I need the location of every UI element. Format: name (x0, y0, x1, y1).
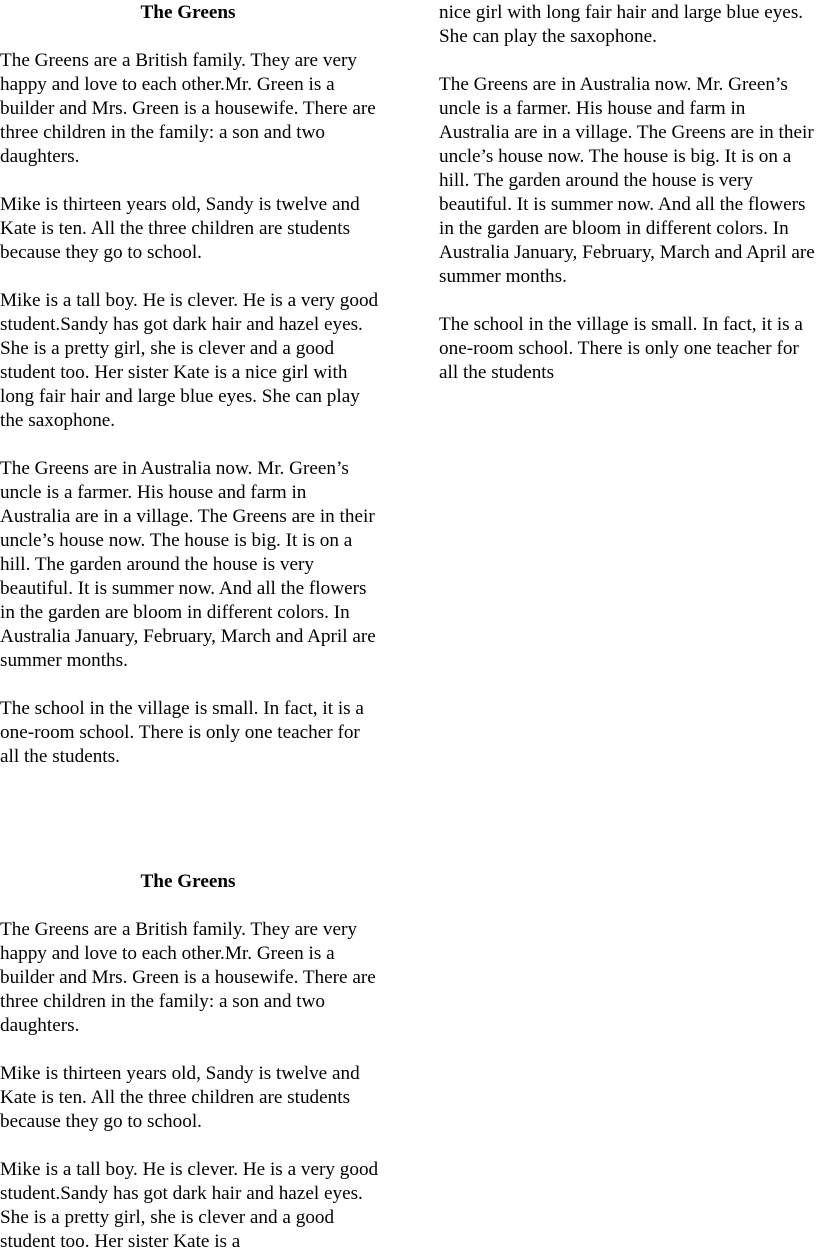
spacer (0, 1038, 380, 1062)
paragraph-family-intro: The Greens are a British family. They are very happy and love to each other.Mr. Green is a builder and Mrs. Green is a housewife. There are three children in the family: a son and two daughters. (0, 50, 376, 167)
left-column (0, 1, 380, 769)
left-column-second-copy (0, 870, 380, 1254)
paragraph-family-intro-second: The Greens are a British family. They are very happy and love to each other.Mr. Green is a builder and Mrs. Green is a housewife. There are three children in the family: a son and two daughters. (0, 919, 376, 1036)
document-title-second: The Greens (140, 871, 236, 892)
paragraph-children-descriptions-second-end: nice girl with long fair hair and large blue eyes. She can play the saxophone. (439, 2, 804, 47)
paragraph-australia-second: The Greens are in Australia now. Mr. Green’s uncle is a farmer. His house and farm in Australia are in a village. The Greens are in their uncle’s house now. The house is big. It is on a hill. The garden around the house is very beautiful. It is summer now. And all the flowers in the garden are bloom in different colors. In Australia January, February, March and April are summer months. (439, 74, 815, 287)
paragraph-children-ages-second: Mike is thirteen years old, Sandy is twelve and Kate is ten. All the three children are students because they go to school. (0, 1063, 360, 1132)
spacer (439, 49, 816, 73)
spacer (439, 289, 816, 313)
right-column (439, 1, 816, 385)
spacer (0, 265, 380, 289)
paragraph-australia: The Greens are in Australia now. Mr. Green’s uncle is a farmer. His house and farm in Australia are in a village. The Greens are in their uncle’s house now. The house is big. It is on a hill. The garden around the house is very beautiful. It is summer now. And all the flowers in the garden are bloom in different colors. In Australia January, February, March and April are summer months. (0, 458, 376, 671)
paragraph-children-descriptions: Mike is a tall boy. He is clever. He is a very good student.Sandy has got dark hair and hazel eyes. She is a pretty girl, she is clever and a good student too. Her sister Kate is a nice girl with long fair hair and large blue eyes. She can play the saxophone. (0, 290, 379, 431)
paragraph-school-second: The school in the village is small. In fact, it is a one-room school. There is only one teacher for all the students (439, 314, 803, 383)
document-title: The Greens (140, 2, 236, 23)
spacer (0, 433, 380, 457)
spacer (0, 673, 380, 697)
spacer (0, 1134, 380, 1158)
paragraph-children-ages: Mike is thirteen years old, Sandy is twelve and Kate is ten. All the three children are students because they go to school. (0, 194, 360, 263)
spacer (0, 894, 380, 918)
paragraph-children-descriptions-second-start: Mike is a tall boy. He is clever. He is a very good student.Sandy has got dark hair and hazel eyes. She is a pretty girl, she is clever and a good student too. Her sister Kate is a (0, 1159, 379, 1252)
spacer (0, 25, 380, 49)
paragraph-school: The school in the village is small. In fact, it is a one-room school. There is only one teacher for all the students. (0, 698, 364, 767)
spacer (0, 169, 380, 193)
